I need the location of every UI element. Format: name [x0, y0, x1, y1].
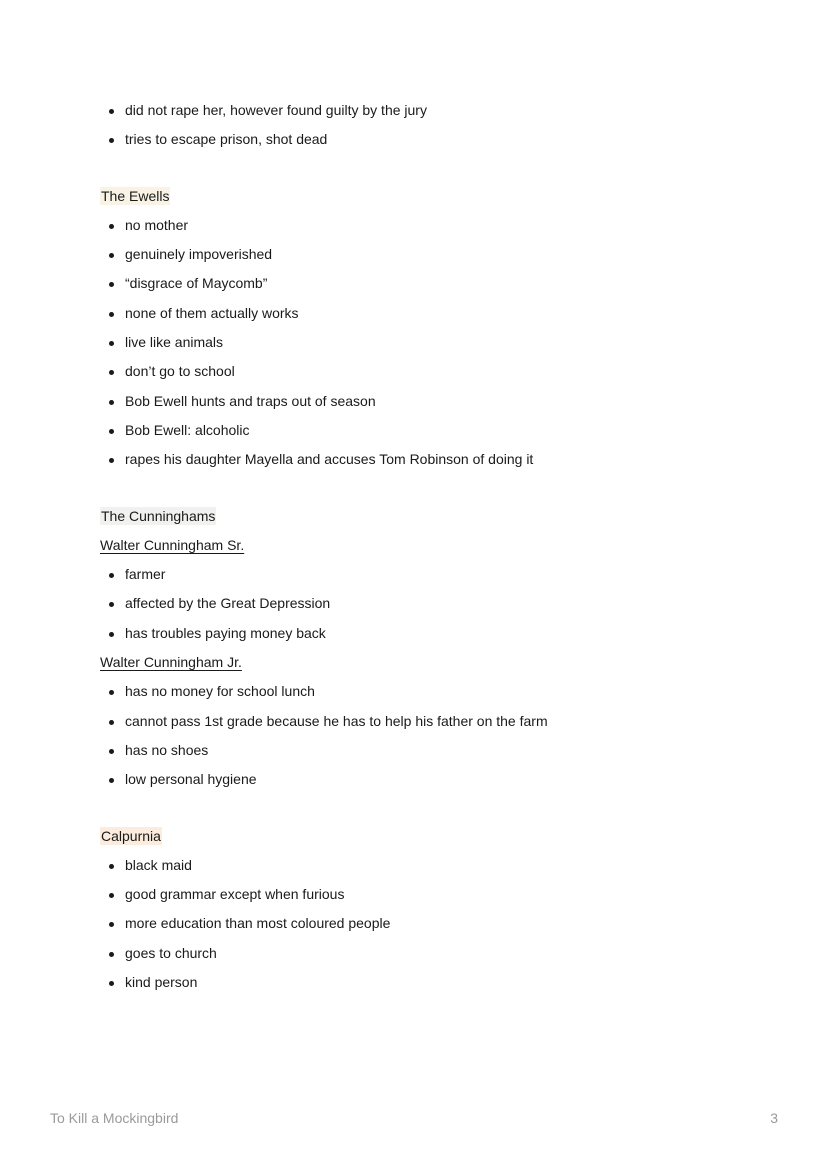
list-item: none of them actually works — [100, 299, 740, 328]
list-item: don’t go to school — [100, 357, 740, 386]
list-item: rapes his daughter Mayella and accuses Tom Robinson of doing it — [100, 445, 740, 474]
list-item: has no money for school lunch — [100, 677, 740, 706]
list-item: “disgrace of Maycomb” — [100, 269, 740, 298]
list-item: cannot pass 1st grade because he has to help his father on the farm — [100, 707, 740, 736]
list-item: tries to escape prison, shot dead — [100, 125, 740, 154]
list-item: did not rape her, however found guilty by the jury — [100, 96, 740, 125]
page-number: 3 — [770, 1110, 778, 1126]
section-heading-calpurnia — [100, 822, 740, 851]
section-heading-ewells — [100, 182, 740, 211]
list-item: affected by the Great Depression — [100, 589, 740, 618]
list-item: low personal hygiene — [100, 765, 740, 794]
list-item: kind person — [100, 968, 740, 997]
list-item: more education than most coloured people — [100, 909, 740, 938]
senior-list — [100, 560, 740, 648]
list-item: live like animals — [100, 328, 740, 357]
section-heading-cunninghams — [100, 502, 740, 531]
heading-text: The Ewells — [101, 187, 170, 204]
list-item: farmer — [100, 560, 740, 589]
calpurnia-list — [100, 851, 740, 997]
heading-text: The Cunninghams — [101, 507, 216, 524]
list-item: good grammar except when furious — [100, 880, 740, 909]
list-item: genuinely impoverished — [100, 240, 740, 269]
intro-list — [100, 96, 740, 155]
subheading-senior: Walter Cunningham Sr. — [100, 536, 245, 553]
footer-title: To Kill a Mockingbird — [50, 1110, 179, 1126]
junior-list — [100, 677, 740, 794]
subheading-junior: Walter Cunningham Jr. — [100, 654, 242, 671]
document-body — [100, 96, 740, 997]
heading-text: Calpurnia — [101, 827, 161, 844]
list-item: black maid — [100, 851, 740, 880]
list-item: Bob Ewell: alcoholic — [100, 416, 740, 445]
list-item: goes to church — [100, 939, 740, 968]
list-item: has troubles paying money back — [100, 619, 740, 648]
list-item: Bob Ewell hunts and traps out of season — [100, 387, 740, 416]
list-item: no mother — [100, 211, 740, 240]
list-item: has no shoes — [100, 736, 740, 765]
ewells-list — [100, 211, 740, 475]
